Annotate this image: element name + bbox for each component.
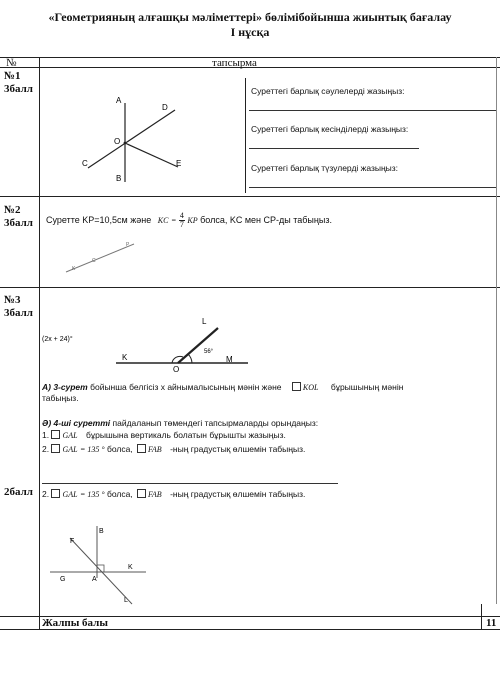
column-header-task: тапсырма xyxy=(212,57,257,69)
task3-part-a: A) 3-сурет бойынша белгісіз x айнымалысының мәнін және KOL бұрышының мәнін xyxy=(42,382,404,392)
task2-points: 3балл xyxy=(4,217,33,229)
task4-statement: 2. GAL = 135 ° болса, FAB -ның градустық өлшемін табыңыз. xyxy=(42,489,306,499)
task3-part-a-cont: табыңыз. xyxy=(42,393,79,403)
variant-label: I нұсқа xyxy=(230,25,270,39)
point-l-label: L xyxy=(202,317,207,326)
point-g-label: G xyxy=(60,576,66,583)
figure-3 xyxy=(40,310,260,372)
point-a-label: A xyxy=(92,576,97,583)
column-header-number: № xyxy=(6,57,17,69)
point-k-label: K xyxy=(122,353,128,362)
point-k-label: K xyxy=(128,564,133,571)
task3-item-2: 2. GAL = 135 ° болса, FAB -ның градустық өлшемін табыңыз. xyxy=(42,444,306,454)
point-l-label: L xyxy=(124,597,128,604)
task2-number: №2 xyxy=(4,204,21,216)
point-c-label: C xyxy=(92,258,96,264)
point-o-label: O xyxy=(114,137,121,146)
page-title: «Геометрияның алғашқы мәліметтері» бөлімібойынша жиынтық бағалау xyxy=(48,10,452,24)
task1-question-lines: Суреттегі барлық түзулерді жазыңыз: xyxy=(251,163,399,173)
task1-question-rays: Суреттегі барлық сәулелерді жазыңыз: xyxy=(251,86,405,96)
point-a-label: A xyxy=(116,96,122,105)
fraction-four-sevenths: $\frac{4}{7}$ xyxy=(179,211,184,230)
point-m-label: M xyxy=(226,355,233,364)
angle-expression: (2x + 24)° xyxy=(42,336,73,343)
task3-item-1: 1. GAL бұрышына вертикаль болатын бұрышты жазыңыз. xyxy=(42,430,286,440)
figure-2 xyxy=(64,236,144,276)
point-o-label: O xyxy=(173,365,180,372)
task3-points: 3балл xyxy=(4,307,33,319)
point-k-label: K xyxy=(72,266,76,272)
total-score-label: Жалпы балы xyxy=(42,617,108,629)
point-e-label: E xyxy=(176,159,182,168)
figure-1 xyxy=(70,88,210,190)
task1-answer-line-segments[interactable] xyxy=(249,148,419,149)
task1-question-segments: Суреттегі барлық кесінділерді жазыңыз: xyxy=(251,124,409,134)
point-p-label: P xyxy=(126,242,130,248)
task3-answer-line[interactable] xyxy=(42,483,338,484)
task1-answer-line-lines[interactable] xyxy=(249,187,496,188)
point-b-label: B xyxy=(116,174,122,183)
angle-value-label: 56° xyxy=(204,349,214,355)
total-score-value: 11 xyxy=(486,617,497,629)
task3-part-b: Ә) 4-ші суретті пайдаланып төмендегі тапсырмаларды орындаңыз: xyxy=(42,418,319,428)
task4-points: 2балл xyxy=(4,486,33,498)
figure-4 xyxy=(48,522,158,610)
task3-number: №3 xyxy=(4,294,21,306)
task1-points: 3балл xyxy=(4,83,33,95)
point-c-label: C xyxy=(82,159,88,168)
point-f-label: F xyxy=(70,538,75,545)
task1-number: №1 xyxy=(4,70,21,82)
task1-answer-line-rays[interactable] xyxy=(249,110,496,111)
ray-oe xyxy=(125,143,178,167)
point-b-label: B xyxy=(99,528,104,535)
point-d-label: D xyxy=(162,103,168,112)
task2-statement: Суретте KP=10,5см және KC = $\frac{4}{7}$ KP болса, KC мен CP-ды табыңыз. xyxy=(46,211,332,230)
